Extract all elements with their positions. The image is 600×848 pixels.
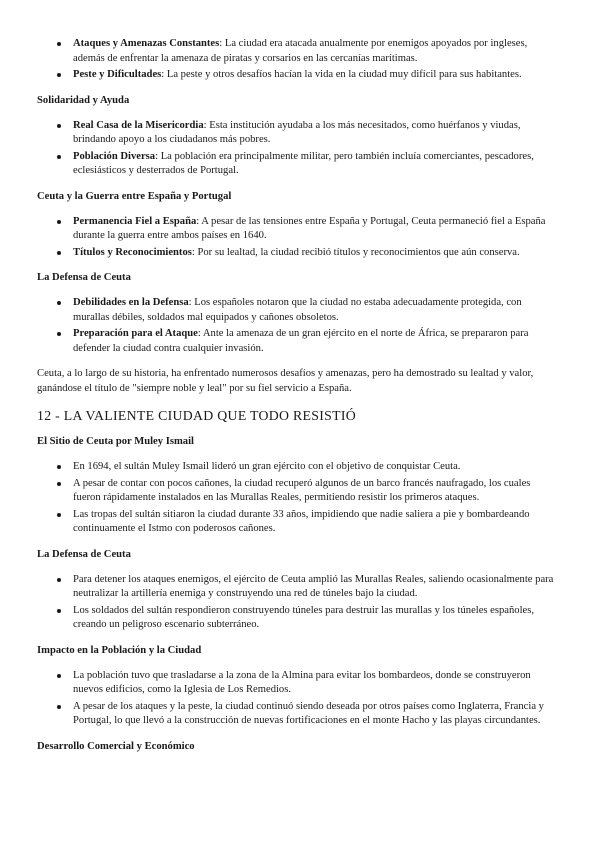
item-label: Real Casa de la Misericordia [73,119,204,131]
chapter-title: 12 - LA VALIENTE CIUDAD QUE TODO RESISTIÓ [37,408,357,423]
item-text: : La ciudad era atacada anualmente por enemigos apoyados por ingleses, además de enfrentar la amenaza de piratas y corsarios en las cercanías marítimas. [73,38,528,64]
summary-paragraph: Ceuta, a lo largo de su historia, ha enfrentado numerosos desafíos y amenazas, pero ha demostrado su lealtad y valor, ganándose el título de "siempre noble y leal" por su fiel servicio a España. [37,368,534,394]
list-item: Las tropas del sultán sitiaron la ciudad durante 33 años, impidiendo que nadie saliera a pie y bombardeando continuamente el Istmo con poderosos cañones. [37,508,557,537]
list-item: Los soldados del sultán respondieron construyendo túneles para destruir las murallas y los túneles españoles, creando un peligroso escenario subterráneo. [37,604,557,633]
bullet-list-guerra [37,215,557,261]
bullet-list-impacto [37,669,557,729]
item-label: Títulos y Reconocimientos [73,246,192,258]
item-text: : La peste y otros desafíos hacían la vida en la ciudad muy difícil para sus habitantes. [161,69,522,80]
list-item [37,246,557,261]
item-text: : Los españoles notaron que la ciudad no estaba adecuadamente protegida, con murallas débiles, soldados mal equipados y cañones obsoletos. [73,297,522,323]
item-label: Debilidades en la Defensa [73,297,189,308]
item-text: : Ante la amenaza de un gran ejército en el norte de África, se prepararon para defender la ciudad contra cualquier invasión. [73,328,529,354]
item-text: : La población era principalmente militar, pero también incluía comerciantes, pescadores, eclesiásticos y desterrados de Portugal. [73,150,534,176]
list-item [37,68,557,83]
item-label: Preparación para el Ataque [73,328,198,339]
section-heading-solidaridad: Solidaridad y Ayuda [37,94,130,106]
list-item: En 1694, el sultán Muley Ismail lideró un gran ejército con el objetivo de conquistar Ceuta. [37,460,557,475]
bullet-list-solidaridad [37,119,557,179]
list-item: Para detener los ataques enemigos, el ejército de Ceuta amplió las Murallas Reales, saliendo ocasionalmente para neutralizar la artillería enemiga y construyendo una red de túneles bajo la ciudad. [37,573,557,602]
list-item [37,215,557,244]
list-item [37,150,557,179]
item-label: Ataques y Amenazas Constantes [73,38,220,49]
document-content [37,37,557,765]
list-item: A pesar de contar con pocos cañones, la ciudad recuperó algunos de un barco francés naufragado, los cuales fueron rápidamente instalados en las Murallas Reales, permitiendo resistir los primeros ataques. [37,477,557,506]
section-heading-guerra: Ceuta y la Guerra entre España y Portugal [37,190,232,202]
section-heading-defensa-2: La Defensa de Ceuta [37,548,131,560]
list-item: A pesar de los ataques y la peste, la ciudad continuó siendo deseada por otros países como Inglaterra, Francia y Portugal, lo que llevó a la construcción de nuevas fortificaciones en el monte Hacho y las playas circundantes. [37,700,557,729]
list-item: La población tuvo que trasladarse a la zona de la Almina para evitar los bombardeos, donde se construyeron nuevos edificios, como la Iglesia de Los Remedios. [37,669,557,698]
item-label: Peste y Dificultades [73,69,162,80]
list-item [37,119,557,148]
item-label: Permanencia Fiel a España [73,215,197,227]
item-text: : A pesar de las tensiones entre España y Portugal, Ceuta permaneció fiel a España durante la guerra entre ambos países en 1640. [73,215,546,241]
item-text: : Esta institución ayudaba a los más necesitados, como huérfanos y viudas, brindando apoyo a los ciudadanos más pobres. [73,119,521,145]
section-heading-defensa: La Defensa de Ceuta [37,272,131,283]
section-heading-sitio: El Sitio de Ceuta por Muley Ismail [37,436,194,447]
list-item [37,37,557,66]
bullet-list-defensa [37,296,557,356]
section-heading-desarrollo: Desarrollo Comercial y Económico [37,740,195,752]
bullet-list-sitio [37,460,557,537]
item-label: Población Diversa [73,150,156,162]
section-heading-impacto: Impacto en la Población y la Ciudad [37,644,202,656]
item-text: : Por su lealtad, la ciudad recibió títulos y reconocimientos que aún conserva. [191,246,520,258]
bullet-list-amenazas [37,37,557,83]
list-item [37,327,557,356]
list-item [37,296,557,325]
bullet-list-defensa-2 [37,573,557,633]
